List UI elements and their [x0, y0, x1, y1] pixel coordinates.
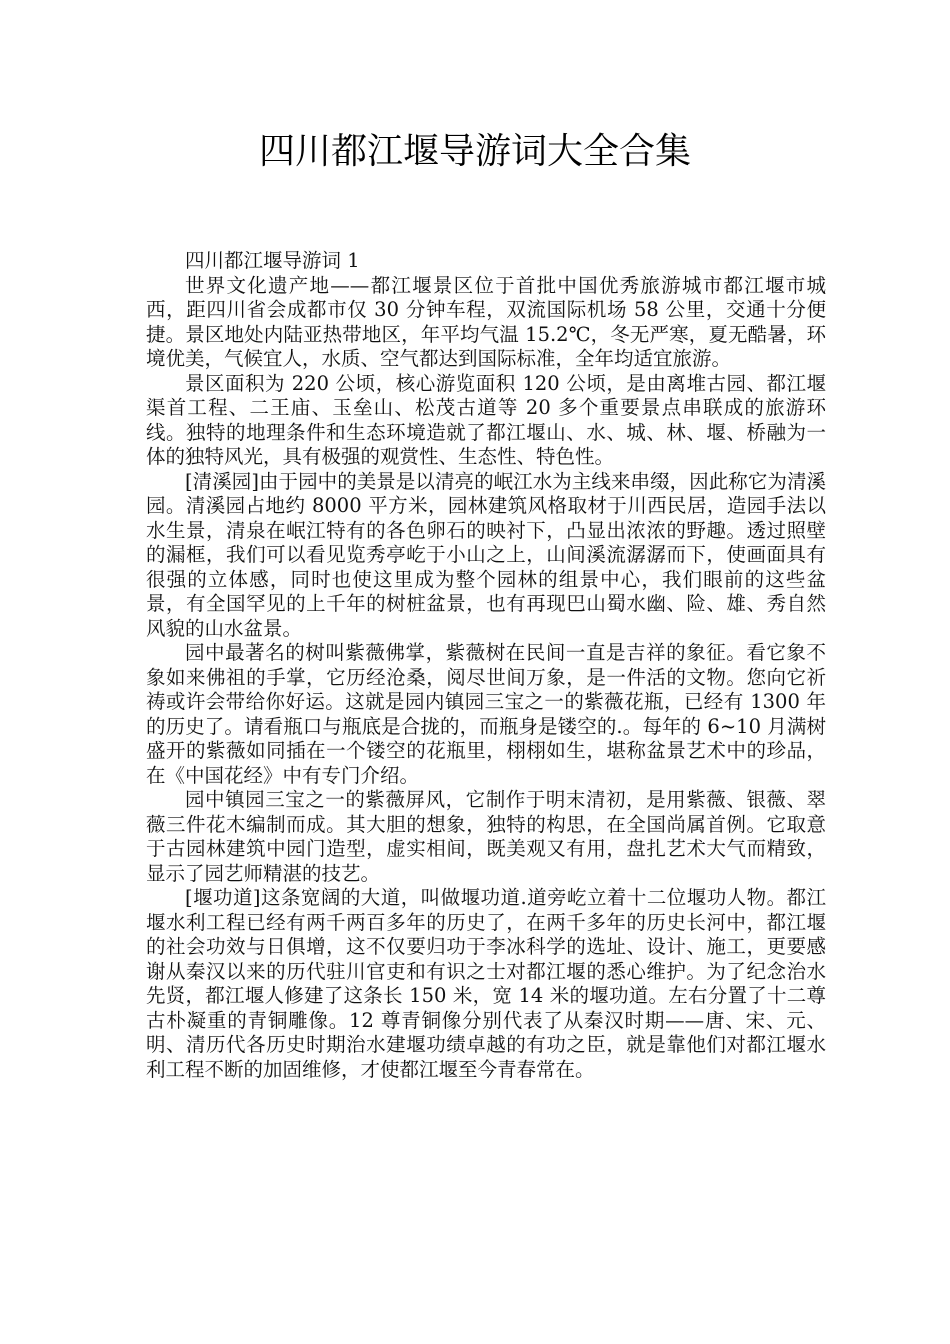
document-title: 四川都江堰导游词大全合集	[258, 131, 691, 172]
paragraph-crape-myrtle-screen: 园中镇园三宝之一的紫薇屏风，它制作于明末清初，是用紫薇、银薇、翠薇三件花木编制而成。其大胆的想象，独特的构思，在全国尚属首例。它取意于古园林建筑中园门造型，虚实相间，既美观又有用，盘扎艺术大气而精致，显示了园艺师精湛的技艺。	[146, 788, 826, 885]
paragraph-crape-myrtle-palm: 园中最著名的树叫紫薇佛掌，紫薇树在民间一直是吉祥的象征。看它象不象如来佛祖的手掌，它历经沧桑，阅尽世间万象，是一件活的文物。您向它祈祷或许会带给你好运。这就是园内镇园三宝之一的紫薇花瓶，已经有 1300 年的历史了。请看瓶口与瓶底是合拢的，而瓶身是镂空的.。每年的 6~10 月满树盛开的紫薇如同插在一个镂空的花瓶里，栩栩如生，堪称盆景艺术中的珍品，在《中国花经》中有专门介绍。	[146, 641, 826, 787]
paragraph-yangong-road: [堰功道]这条宽阔的大道，叫做堰功道.道旁屹立着十二位堰功人物。都江堰水利工程已经有两千两百多年的历史了，在两千多年的历史长河中，都江堰的社会功效与日俱增，这不仅要归功于李冰科学的选址、设计、施工，更要感谢从秦汉以来的历代驻川官吏和有识之士对都江堰的悉心维护。为了纪念治水先贤，都江堰人修建了这条长 150 米，宽 14 米的堰功道。左右分置了十二尊古朴凝重的青铜雕像。12 尊青铜像分别代表了从秦汉时期——唐、宋、元、明、清历代各历史时期治水建堰功绩卓越的有功之臣，就是靠他们对都江堰水利工程不断的加固维修，才使都江堰至今青春常在。	[146, 886, 826, 1081]
paragraph-intro: 世界文化遗产地——都江堰景区位于首批中国优秀旅游城市都江堰市城西，距四川省会成都市仅 30 分钟车程，双流国际机场 58 公里，交通十分便捷。景区地处内陆亚热带地区，年平均气温 15.2℃，冬无严寒，夏无酷暑，环境优美，气候宜人，水质、空气都达到国际标准，全年均适宜旅游。	[146, 273, 826, 370]
section-heading: 四川都江堰导游词 1	[185, 249, 360, 272]
document-body	[146, 249, 826, 1082]
paragraph-qingxi-garden: [清溪园]由于园中的美景是以清亮的岷江水为主线来串缀，因此称它为清溪园。清溪园占地约 8000 平方米，园林建筑风格取材于川西民居，造园手法以水生景，清泉在岷江特有的各色卵石的映衬下，凸显出浓浓的野趣。透过照壁的漏框，我们可以看见览秀亭屹于小山之上，山间溪流潺潺而下，使画面具有很强的立体感，同时也使这里成为整个园林的组景中心，我们眼前的这些盆景，有全国罕见的上千年的树桩盆景，也有再现巴山蜀水幽、险、雄、秀自然风貌的山水盆景。	[146, 469, 826, 640]
paragraph-scenic-area: 景区面积为 220 公顷，核心游览面积 120 公顷，是由离堆古园、都江堰渠首工程、二王庙、玉垒山、松茂古道等 20 多个重要景点串联成的旅游环线。独特的地理条件和生态环境造就了都江堰山、水、城、林、堰、桥融为一体的独特风光，具有极强的观赏性、生态性、特色性。	[146, 371, 826, 468]
